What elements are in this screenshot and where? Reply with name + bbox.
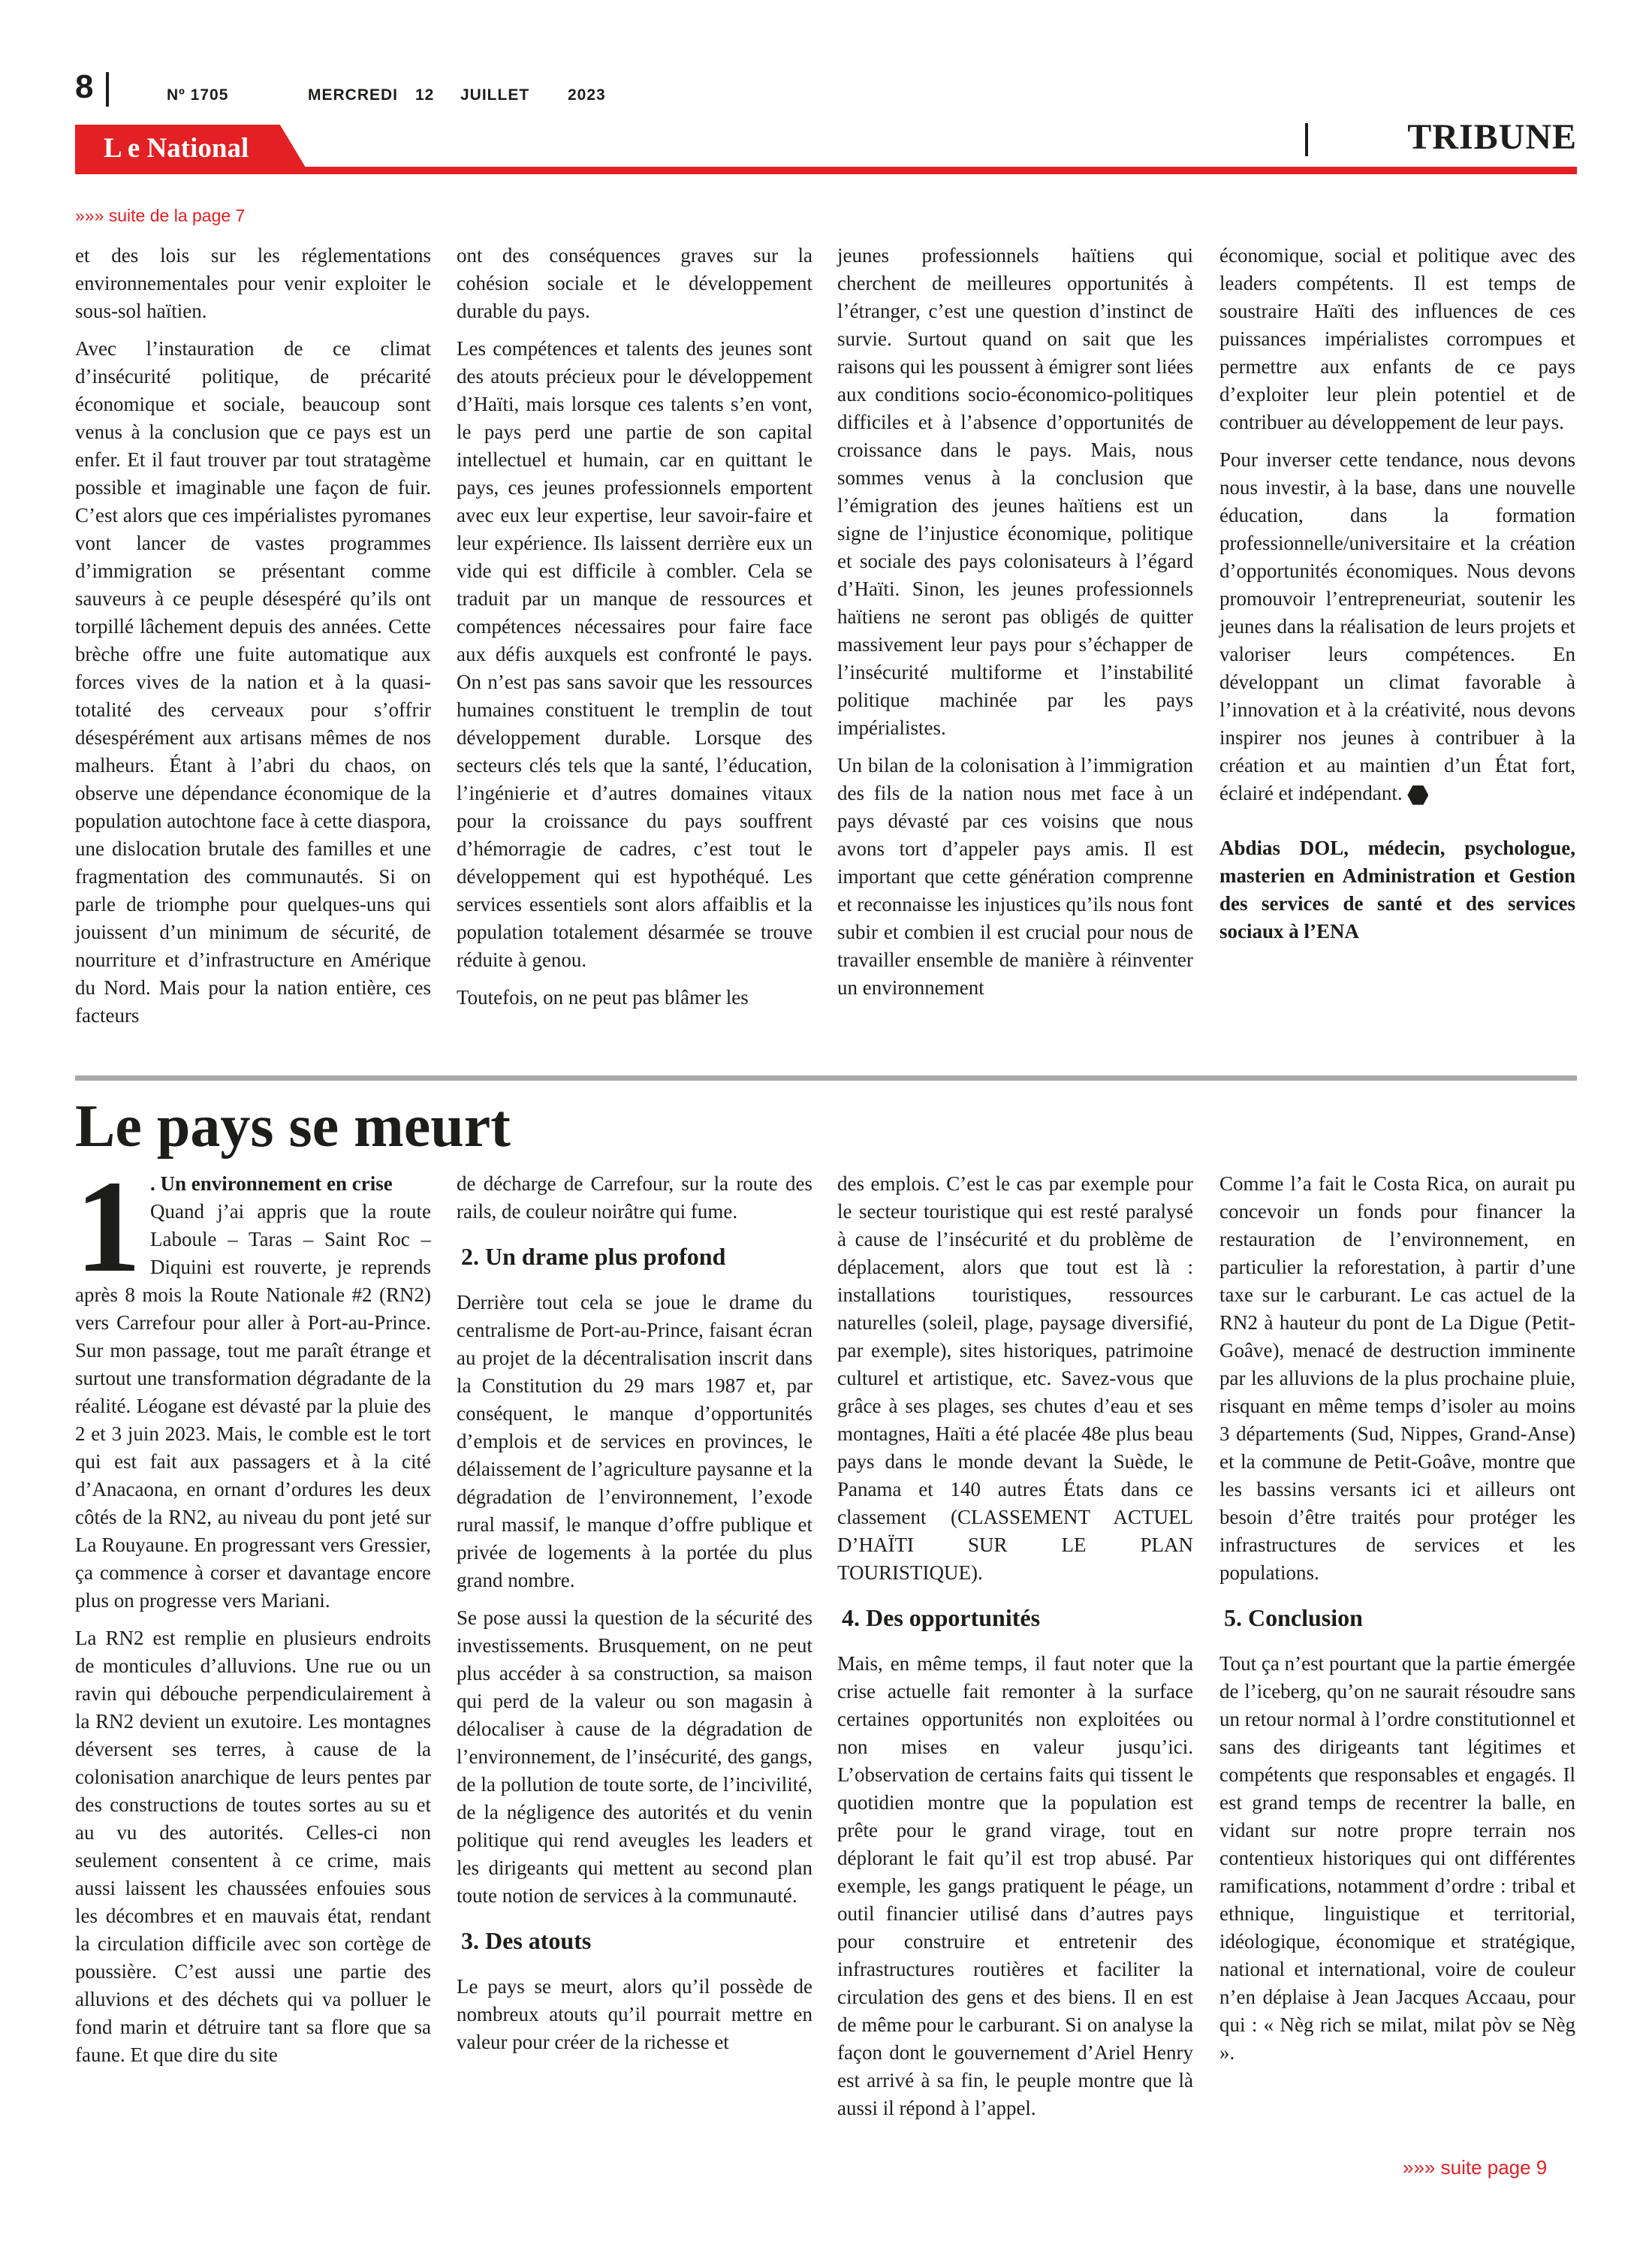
main-article-column-3: [837, 1170, 1193, 2132]
issue-year: 2023: [568, 86, 606, 104]
section-heading-1: . Un environnement en crise: [150, 1172, 393, 1195]
paragraph: jeunes professionnels haïtiens qui cherchent de meilleures opportunités à l’étranger, c’est une question d’instinct de survie. Surtout quand on sait que les raisons qui les poussent à émigrer sont liées aux conditions socio-économico-politiques difficiles et à l’absence d’opportunités de croissance dans le pays. Mais, nous sommes venus à la conclusion que l’émigration des jeunes haïtiens est un signe de l’injustice économique, politique et sociale des pays colonisateurs à l’égard d’Haïti. Sinon, les jeunes professionnels haïtiens ne seront pas obligés de quitter massivement leur pays pour s’échapper de l’insécurité multiforme et l’instabilité politique machinée par les pays impérialistes.: [837, 244, 1193, 739]
section-heading-3: 3. Des atouts: [461, 1927, 592, 1954]
drop-cap: 1: [75, 1154, 141, 1300]
top-article-column-4: [1219, 242, 1575, 955]
issue-number: Nº 1705: [167, 86, 229, 104]
paragraph: Tout ça n’est pourtant que la partie émergée de l’iceberg, qu’on ne saurait résoudre sans un retour normal à l’ordre constitutionnel et sans des dirigeants tant légitimes et compétents que responsables et engagés. Il est grand temps de recentrer la balle, en vidant sur notre propre terrain nos contentieux historiques qui ont différentes ramifications, notamment d’ordre : tribal et ethnique, linguistique et territorial, idéologique, économique et stratégique, national et international, voire de couleur n’en déplaise à Jean Jacques Accaau, pour qui : « Nèg rich se milat, milat pòv se Nèg ».: [1219, 1652, 1575, 2064]
section-heading-4: 4. Des opportunités: [842, 1604, 1041, 1631]
article-divider: [75, 1075, 1577, 1081]
paragraph: économique, social et politique avec des leaders compétents. Il est temps de soustraire Haïti des influences de ces puissances impérialistes corrompues et permettre aux enfants de ce pays d’exploiter leur plein potentiel et de contribuer au développement de leur pays.: [1219, 244, 1575, 433]
paragraph: Quand j’ai appris que la route Laboule – Taras – Saint Roc – Diquini est rouverte, je reprends après 8 mois la Route Nationale #2 (RN2) vers Carrefour pour aller à Port-au-Prince. Sur mon passage, tout me paraît étrange et surtout une transformation dégradante de la réalité. Léogane est dévasté par la pluie des 2 et 3 juin 2023. Mais, le comble est le tort qui est fait aux passagers et à la cité d’Anacaona, en ornant d’ordures les deux côtés de la RN2, au niveau du pont jeté sur La Rouyaune. En progressant vers Gressier, ça commence à corser et davantage encore plus on progresse vers Mariani.: [75, 1200, 431, 1612]
issue-day: 12: [415, 86, 435, 104]
section-heading-2: 2. Un drame plus profond: [461, 1243, 726, 1270]
page-number-divider: [106, 72, 109, 107]
continued-to-link[interactable]: »»» suite page 9: [1403, 2156, 1548, 2179]
paragraph: Le pays se meurt, alors qu’il possède de nombreux atouts qu’il pourrait mettre en valeur pour créer de la richesse et: [457, 1975, 812, 2053]
end-of-article-icon: [1407, 785, 1428, 806]
article-title: Le pays se meurt: [75, 1093, 511, 1160]
paragraph: Mais, en même temps, il faut noter que la crise actuelle fait remonter à la surface certaines opportunités non exploitées ou non mises en valeur jusqu’ici. L’observation de certains faits qui tissent le quotidien montre que la population est prête pour le grand virage, tout en déplorant le fait qu’il est trop abusé. Par exemple, les gangs pratiquent le péage, un outil financier utilisé dans d’autres pays pour construire et entretenir des infrastructures routières et faciliter la circulation des gens et des biens. Il en est de même pour le carburant. Si on analyse la façon dont le gouvernement d’Ariel Henry est arrivé à sa fin, le peuple montre que là aussi il répond à l’appel.: [837, 1652, 1193, 2119]
paragraph: Un bilan de la colonisation à l’immigration des fils de la nation nous met face à un pays dévasté par ces voisins que nous avons tort d’appeler pays amis. Il est important que cette génération comprenne et reconnaisse les injustices qu’ils nous font subir et combien il est crucial pour nous de travailler ensemble de manière à réinventer un environnement: [837, 754, 1193, 999]
continued-from-link[interactable]: »»» suite de la page 7: [75, 206, 246, 225]
section-title: TRIBUNE: [1407, 117, 1577, 157]
main-article-column-4: [1219, 1170, 1575, 2077]
author-signature: Abdias DOL, médecin, psychologue, masterien en Administration et Gestion des services de santé et des services sociaux à l’ENA: [1219, 837, 1575, 943]
issue-weekday: MERCREDI: [308, 86, 399, 104]
paragraph: Derrière tout cela se joue le drame du centralisme de Port-au-Prince, faisant écran au projet de la décentralisation inscrit dans la Constitution du 29 mars 1987 et, par conséquent, le manque d’opportunités d’emplois et de services en provinces, le délaissement de l’agriculture paysanne et la dégradation de l’environnement, l’exode rural massif, le manque d’offre publique et privée de logements à la portée du plus grand nombre.: [457, 1291, 812, 1591]
paragraph-text: Pour inverser cette tendance, nous devons nous investir, à la base, dans une nouvelle éducation, dans la formation professionnelle/universitaire et la création d’opportunités économiques. Nous devons promouvoir l’entrepreneuriat, soutenir les jeunes dans la réalisation de leurs projets et valoriser leurs compétences. En développant un climat favorable à l’innovation et à la créativité, nous devons inspirer nos jeunes à contribuer à la création et au maintien d’un État fort, éclairé et indépendant.: [1219, 448, 1575, 804]
newspaper-brand: L e National: [104, 133, 249, 164]
issue-month: JUILLET: [460, 86, 530, 104]
paragraph: La RN2 est remplie en plusieurs endroits de monticules d’alluvions. Une rue ou un ravin qui débouche perpendiculairement à la RN2 devient un exutoire. Les montagnes déversent ses terres, à cause de la colonisation anarchique de leurs pentes par des constructions de toutes sortes au su et au vu des autorités. Celles-ci non seulement consentent à ce crime, mais aussi laissent les chaussées enfouies sous les décombres et en mauvais état, rendant la circulation difficile avec son cortège de poussière. C’est aussi une partie des alluvions et des déchets qui va polluer le fond marin et détruire tant sa flore que sa faune. Et que dire du site: [75, 1627, 431, 2066]
main-article-column-1: [75, 1154, 431, 2079]
page-number: 8: [75, 68, 94, 105]
paragraph: des emplois. C’est le cas par exemple pour le secteur touristique qui est resté paralysé à cause de l’insécurité et du problème de déplacement, alors que tout est là : installations touristiques, ressources naturelles (soleil, plage, paysage diversifié, par exemple), sites historiques, patrimoine culturel et artistique, etc. Savez-vous que grâce à ses plages, ses chutes d’eau et ses montagnes, Haïti a été placée 48e plus beau pays dans le monde devant la Suède, le Panama et 140 autres États dans ce classement (CLASSEMENT ACTUEL D’HAÏTI SUR LE PLAN TOURISTIQUE).: [837, 1172, 1193, 1584]
top-article-column-2: [457, 242, 812, 1021]
main-article-column-2: [457, 1170, 812, 2066]
paragraph: Les compétences et talents des jeunes sont des atouts précieux pour le développement d’Haïti, mais lorsque ces talents s’en vont, le pays perd une partie de son capital intellectuel et humain, car en quittant le pays, ces jeunes professionnels emportent avec eux leur expertise, leur savoir-faire et leur expérience. Ils laissent derrière eux un vide qui est difficile à combler. Cela se traduit par un manque de ressources et compétences nécessaires pour faire face aux défis auxquels est confronté le pays. On n’est pas sans savoir que les ressources humaines constituent le tremplin de tout développement durable. Lorsque des secteurs clés tels que la santé, l’éducation, l’ingénierie et d’autres domaines vitaux pour la croissance du pays souffrent d’hémorragie de cadres, c’est tout le développement qui est hypothéqué. Les services essentiels sont alors affaiblis et la population totalement désarmée se trouve réduite à genou.: [457, 337, 812, 971]
paragraph: Comme l’a fait le Costa Rica, on aurait pu concevoir un fonds pour financer la restauration de l’environnement, en particulier la reforestation, à partir d’une taxe sur le carburant. Le cas actuel de la RN2 à hauteur du pont de La Digue (Petit-Goâve), menacé de destruction imminente par les alluvions de la plus prochaine pluie, risquant en même temps d’isoler au moins 3 départements (Sud, Nippes, Grand-Anse) et la commune de Petit-Goâve, montre que les bassins versants ici et ailleurs ont besoin d’être traités pour protéger les infrastructures de services et les populations.: [1219, 1172, 1575, 1584]
section-heading-5: 5. Conclusion: [1224, 1604, 1363, 1631]
paragraph: Avec l’instauration de ce climat d’insécurité politique, de précarité économique et sociale, beaucoup sont venus à la conclusion que ce pays est un enfer. Et il faut trouver par tout stratagème possible et imaginable une façon de fuir. C’est alors que ces impérialistes pyromanes vont lancer de vastes programmes d’immigration se présentant comme sauveurs à ce peuple désespéré qu’ils ont torpillé lâchement depuis des années. Cette brèche offre une fuite automatique aux forces vives de la nation et à la quasi-totalité des cerveaux pour s’offrir désespérément aux artisans mêmes de nos malheurs. Étant à l’abri du chaos, on observe une dépendance économique de la population autochtone face à cette diaspora, une dislocation brutale des familles et une fragmentation des communautés. Si on parle de triomphe pour quelques-uns qui jouissent d’un minimum de sécurité, de nourriture et d’infrastructure en Amérique du Nord. Mais pour la nation entière, ces facteurs: [75, 337, 431, 1027]
paragraph: et des lois sur les réglementations environnementales pour venir exploiter le sous-sol haïtien.: [75, 244, 431, 322]
paragraph: Toutefois, on ne peut pas blâmer les: [457, 986, 749, 1009]
paragraph: Se pose aussi la question de la sécurité des investissements. Brusquement, on ne peut plus accéder à sa construction, sa maison qui perd de la valeur ou son magasin à délocaliser à cause de la dégradation de l’environnement, de l’insécurité, des gangs, de la pollution de toute sorte, de l’incivilité, de la négligence des autorités et du venin politique qui rend aveugles les leaders et les dirigeants qui mettent au second plan toute notion de services à la communauté.: [457, 1606, 812, 1907]
top-article-column-1: [75, 242, 431, 1039]
top-article-column-3: [837, 242, 1193, 1012]
paragraph: de décharge de Carrefour, sur la route des rails, de couleur noirâtre qui fume.: [457, 1172, 812, 1223]
paragraph: [1219, 446, 1575, 807]
section-divider: [1305, 123, 1308, 156]
paragraph: ont des conséquences graves sur la cohésion sociale et le développement durable du pays.: [457, 244, 812, 322]
